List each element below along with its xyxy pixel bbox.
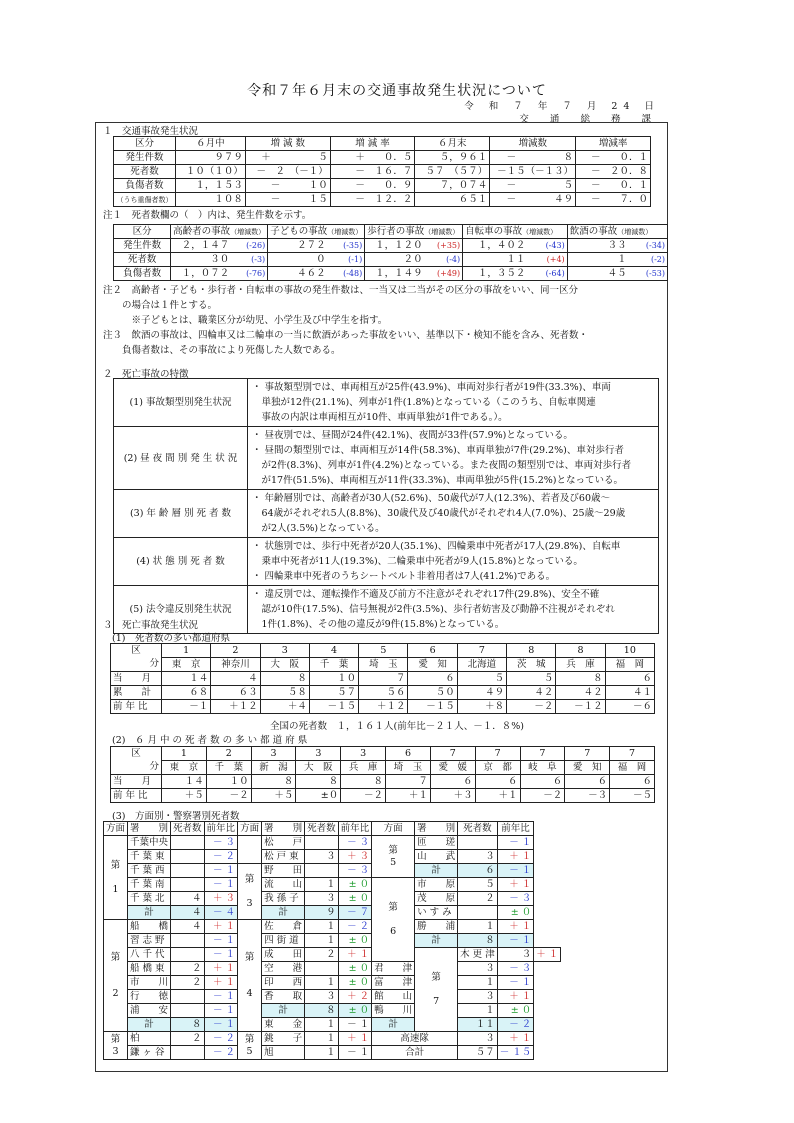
table-row: 鎌 ヶ 谷 － ２ 旭 １ － １ 合計 ５７ － １５: [104, 1046, 561, 1060]
col-header: ６月中: [175, 137, 245, 151]
prefecture-table-month: 区 1 2 3 3 3 6 7 7 7 7 7 分 東 京 千 葉 新 潟 大 阪 兵 庫 埼 玉 愛 媛 京 都 岐 阜 愛 知 福 岡 当 月 １４ １０ ８ ８ ８ ７ ６ ６ ６ ６ ６ 前 年 比 ＋５ －２ ＋５ ±０ －２ ＋１ ＋３ ＋１ －２ －３ －５: [110, 746, 655, 803]
feature-row: (2) 昼 夜 間 別 発 生 状 況 ・ 昼夜別では、昼間が24件(42.1%)、夜間が33件(57.9%)となっている。 ・ 昼間の類型別では、車両相互が14件(58.3%)、車両単独が7件(29.2%)、車対歩行者 が2件(8.3%)、列車が1件(4.2%)となっている。また夜間の類型別では、車両対歩行者 が17件(51.5%)、車両相互が11件(33.3%)、車両単独が5件(15.2%)となっている。: [114, 427, 659, 490]
table-row: 船 橋 東 ２ ＋ １ 空 港 ± ０ 君 津 ３ － ３: [104, 962, 561, 976]
table-row: 計 ４ － ４ 計 ９ － ７ い す み ± ０: [104, 906, 561, 920]
prefecture-table-cumulative: 区 1 2 3 4 5 6 7 8 8 10 分 東 京 神奈川 大 阪 千 葉 埼 玉 愛 知 北海道 茨 城 兵 庫 福 岡 当 月 １４ ４ ８ １０ ７ ６ ５ ５ ８ ６ 累 計 ６８ ６３ ５８ ５７ ５６ ５０ ４９ ４２ ４２ ４１ 前 年 比 －１ ＋１２ ＋４ －１５ ＋１２ －１５ ＋８ －２ －１２ －６: [110, 643, 655, 714]
table-row: 千 葉 東 － ２ 松 戸 東 ３ ＋ ３ 山 武 ３ ＋ １: [104, 850, 561, 864]
feature-row: (3) 年 齢 層 別 死 者 数 ・ 年齢層別では、高齢者が30人(52.6%)、50歳代が7人(12.3%)、若者及び60歳～ 64歳がそれぞれ5人(8.8%)、30歳代及び40歳代がそれぞれ4人(7.0%)、25歳～29歳 が2人(3.5%)となっている。: [114, 490, 659, 538]
col-header: 増 減 数: [245, 137, 330, 151]
table-row: 八 千 代 － １ 成 田 ２ ＋ １ 第 7 木 更 津 ３ ＋ １: [104, 948, 561, 962]
table-row: 負傷者数 １，１５３ － １０ － ０．９ ７，０７４ － ５ － ０．１: [114, 179, 651, 193]
table-row: 千 葉 北 ４ ＋ ３ 我 孫 子 ３ ± ０ 茂 原 ２ － ３: [104, 892, 561, 906]
section3-heading: ３ 死亡事故発生状況: [103, 620, 199, 631]
section2-heading: ２ 死亡事故の特徴: [103, 369, 189, 380]
table-row: 習 志 野 － １ 四 街 道 １ ± ０ 計 ８ － １: [104, 934, 561, 948]
table-row: 千 葉 南 － １ 流 山 １ ± ０ 第 6 市 原 ５ ＋ １: [104, 878, 561, 892]
note-line: の場合は１件とする。: [103, 300, 218, 311]
sub1-heading: (1) 死者数の多い都道府県: [112, 633, 230, 644]
table-row: 第 3 柏 ２ － ２ 第 5 銚 子 １ ＋ １ 高速隊 ３ ＋ １: [104, 1032, 561, 1046]
table-row: 死者数 ３０ (-3) ０ (-1) ２０ (-4) １１ (+4) １ (-2): [114, 253, 668, 267]
note-line: 注３ 飲酒の事故は、四輪車又は二輪車の一当に飲酒があった事故をいい、基準以下・検知不能を含み、死者数・: [103, 330, 588, 341]
table-row: 行 徳 － １ 香 取 ３ ＋ ２ 館 山 ３ ＋ １: [104, 990, 561, 1004]
sub2-heading: (2) ６ 月 中 の 死 者 数 の 多 い 都 道 府 県: [112, 735, 308, 746]
table-row: 浦 安 － １ 計 ８ ± ０ 鴨 川 １ ± ０: [104, 1004, 561, 1018]
table-row: 市 川 ２ ＋ １ 印 西 １ ± ０ 富 津 １ － １: [104, 976, 561, 990]
table-row: 千 葉 西 － １ 第 3 野 田 － ３ 計 ６ － １: [104, 864, 561, 878]
notes-2-3: [103, 283, 663, 358]
table-row: 累 計 ６８ ６３ ５８ ５７ ５６ ５０ ４９ ４２ ４２ ４１: [111, 686, 655, 700]
summary-table: [113, 136, 651, 207]
table-row: 前 年 比 ＋５ －２ ＋５ ±０ －２ ＋１ ＋３ ＋１ －２ －３ －５: [111, 789, 655, 803]
issue-date: 令 和 ７ 年 ７ 月 24 日: [464, 101, 660, 112]
table-row: 第 1 千葉中央 － ３ 松 戸 － ３ 第 5 匝 瑳 － １: [104, 836, 561, 850]
table-row: 発生件数 ２，１４７ (-26) ２７２ (-35) １，１２０ (+35) １，４０２ (-43) ３３ (-34): [114, 239, 668, 253]
category-table: 区分 高齢者の事故（増減数） 子どもの事故（増減数） 歩行者の事故（増減数） 自転車の事故（増減数） 飲酒の事故（増減数） 発生件数 ２，１４７ (-26) ２７２ (-35) １，１２０ (+35) １，４０２ (-43) ３３ (-34) 死者数 ３０ (-3) ０ (-1) ２０ (-4) １１ (+4) １ (-2) 負傷者数 １，０７２ (-76) ４６２ (-48) １，１４９ (+49) １，３５２ (-64) ４５ (-53): [113, 224, 668, 281]
table-row: 負傷者数 １，０７２ (-76) ４６２ (-48) １，１４９ (+49) １，３５２ (-64) ４５ (-53): [114, 267, 668, 281]
col-header: 増 減 率: [330, 137, 415, 151]
sub3-heading: (3) 方面別・警察署別死者数: [112, 811, 240, 822]
table-row: 発生件数 ９７９ ＋ ５ ＋ ０．５ ５，９６１ － ８ － ０．１: [114, 151, 651, 165]
col-header: 増減率: [576, 137, 651, 151]
table-row: 計 ８ － １ 東 金 １ － １ 計 １１ － ２: [104, 1018, 561, 1032]
station-table: 方面 署 別 死者数 前年比 方面 署 別 死者数 前年比 方面 署 別 死者数 前年比 第 1 千葉中央 － ３ 松 戸 － ３ 第 5 匝 瑳 － １ 千 葉 東 － ２ 松 戸 東 ３ ＋ ３ 山 武 ３ ＋ １ 千 葉 西 － １ 第 3 野 田 － ３ 計 ６ － １ 千 葉 南 － １ 流 山 １ ± ０ 第 6 市 原 ５ ＋ １ 千 葉 北 ４ ＋ ３ 我 孫 子 ３ ± ０ 茂 原 ２ － ３ 計 ４ － ４ 計 ９ － ７ い す み ± ０ 第 2 船 橋 ４ ＋ １ 第 4 佐 倉 １ － ２ 勝 浦 １ ＋ １ 習 志 野 － １ 四 街 道 １ ± ０ 計 ８ － １ 八 千 代 － １ 成 田 ２ ＋ １ 第 7 木 更 津 ３ ＋ １ 船 橋 東 ２ ＋ １ 空 港 ± ０ 君 津 ３ － ３ 市 川 ２ ＋ １ 印 西 １ ± ０ 富 津 １ － １ 行 徳 － １ 香 取 ３ ＋ ２ 館 山 ３ ＋ １ 浦 安 － １ 計 ８ ± ０ 鴨 川 １ ± ０ 計 ８ － １ 東 金 １ － １ 計 １１ － ２ 第 3 柏 ２ － ２ 第 5 銚 子 １ ＋ １ 高速隊 ３ ＋ １ 鎌 ヶ 谷 － ２ 旭 １ － １ 合計 ５７ － １５: [103, 821, 561, 1060]
col-header: 区分: [114, 137, 176, 151]
col-header: 増減数: [490, 137, 576, 151]
note-line: 負傷者数は、その事故により死傷した人数である。: [103, 345, 341, 356]
feature-row: (5) 法令違反別発生状況 ・ 違反別では、運転操作不適及び前方不注意がそれぞれ17件(29.8%)、安全不確 認が10件(17.5%)、信号無視が2件(3.5%)、歩行者妨害及び動静不注視がそれぞれ 1件(1.8%)、その他の違反が9件(15.8%)となっている。: [114, 586, 659, 634]
features-table: [113, 378, 659, 634]
department: 交 通 総 務 課: [519, 114, 660, 125]
note-line: ※子どもとは、職業区分が幼児、小学生及び中学生を指す。: [103, 315, 388, 326]
section1-heading: １ 交通事故発生状況: [103, 126, 199, 137]
table-row: 当 月 １４ ４ ８ １０ ７ ６ ５ ５ ８ ６: [111, 672, 655, 686]
note-line: 注２ 高齢者・子ども・歩行者・自転車の事故の発生件数は、一当又は二当がその区分の事故をいい、同一区分: [103, 285, 579, 296]
table-row: 前 年 比 －１ ＋１２ ＋４ －１５ ＋１２ －１５ ＋８ －２ －１２ －６: [111, 700, 655, 714]
feature-row: (4) 状 態 別 死 者 数 ・ 状態別では、歩行中死者が20人(35.1%)、四輪乗車中死者が17人(29.8%)、自転車 乗車中死者が11人(19.3%)、二輪乗車中死者が9人(15.8%)となっている。 ・ 四輪乗車中死者のうちシートベルト非着用者は7人(41.2%)である。: [114, 538, 659, 586]
table-row: 当 月 １４ １０ ８ ８ ８ ７ ６ ６ ６ ６ ６: [111, 775, 655, 789]
feature-row: (1) 事故類型別発生状況 ・ 事故類型別では、車両相互が25件(43.9%)、車両対歩行者が19件(33.3%)、車両 単独が12件(21.1%)、列車が1件(1.8%)となっている（このうち、自転車関連 事故の内訳は車両相互が10件、車両単独が1件である。）。: [114, 379, 659, 427]
col-header: ６月末: [415, 137, 490, 151]
page-title: 令和７年６月末の交通事故発生状況について: [247, 83, 547, 99]
table-row: 第 2 船 橋 ４ ＋ １ 第 4 佐 倉 １ － ２ 勝 浦 １ ＋ １: [104, 920, 561, 934]
note1: 注１ 死者数欄の（ ）内は、発生件数を示す。: [103, 210, 312, 221]
table-row: 死者数 １０（１０） － ２ （－１） － １６．７ ５７ （５７） －１５（－１３） － ２０．８: [114, 165, 651, 179]
national-total: 全国の死者数 １，１６１人(前年比－２１人、－１．８%): [270, 721, 524, 732]
table-row: （うち重傷者数） １０８ － １５ － １２．２ ６５１ － ４９ － ７．０: [114, 193, 651, 207]
